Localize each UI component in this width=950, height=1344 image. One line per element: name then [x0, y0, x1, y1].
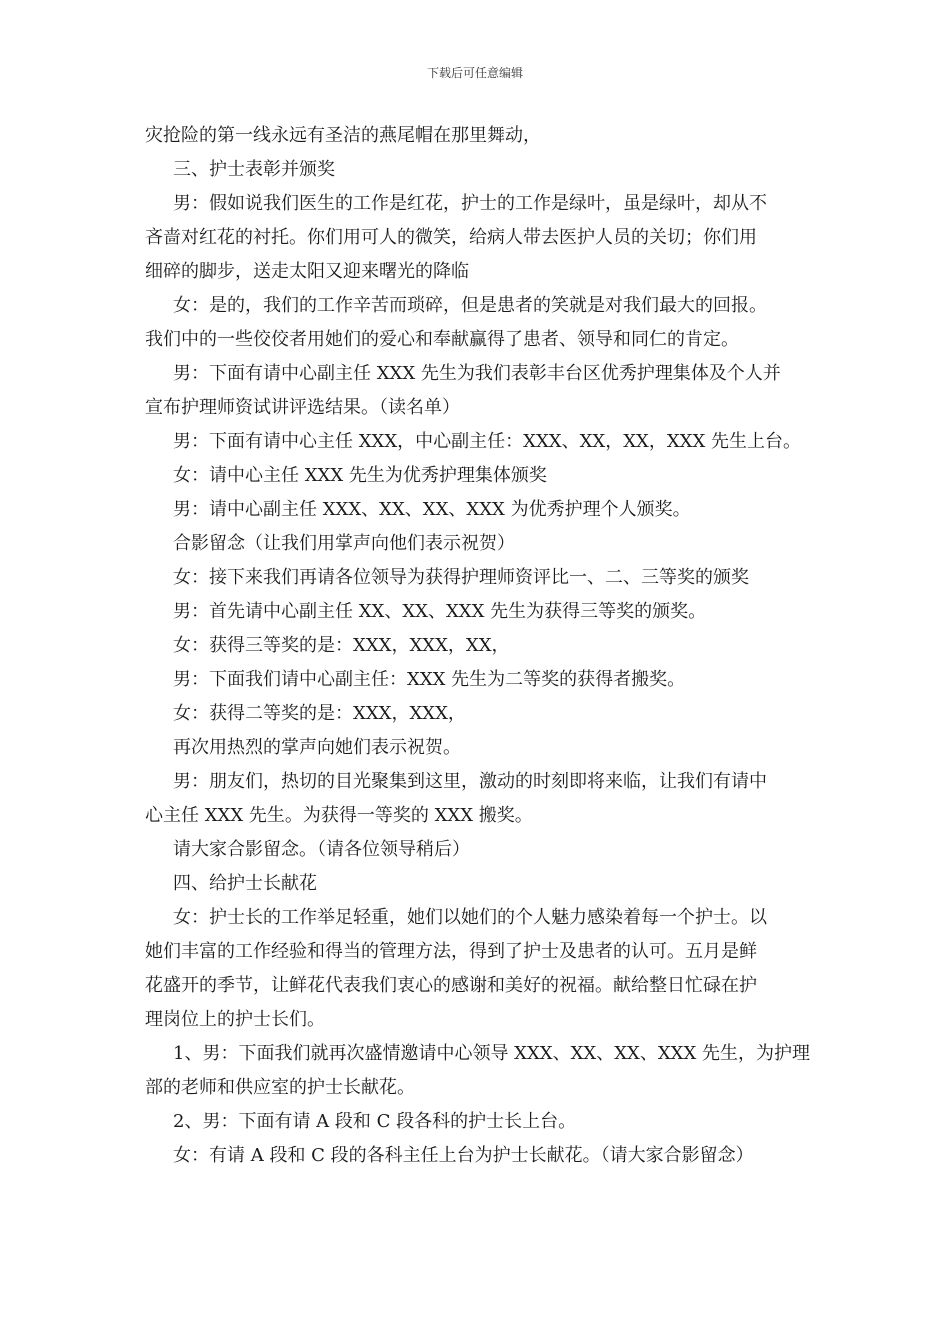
- text-line: 心主任 XXX 先生。为获得一等奖的 XXX 搬奖。: [145, 805, 533, 826]
- text-line: 男：朋友们，热切的目光聚集到这里，激动的时刻即将来临，让我们有请中: [173, 771, 767, 792]
- text-line: 灾抢险的第一线永远有圣洁的燕尾帽在那里舞动，: [145, 125, 541, 146]
- text-line: 吝啬对红花的衬托。你们用可人的微笑，给病人带去医护人员的关切；你们用: [145, 227, 757, 248]
- text-line: 女：请中心主任 XXX 先生为优秀护理集体颁奖: [173, 465, 547, 486]
- text-line: 男：下面我们请中心副主任：XXX 先生为二等奖的获得者搬奖。: [173, 669, 686, 690]
- text-line: 她们丰富的工作经验和得当的管理方法，得到了护士及患者的认可。五月是鲜: [145, 941, 757, 962]
- text-line: 合影留念（让我们用掌声向他们表示祝贺）: [173, 533, 515, 554]
- text-line: 女：获得三等奖的是：XXX，XXX，XX，: [173, 635, 510, 656]
- text-line: 女：有请 A 段和 C 段的各科主任上台为护士长献花。（请大家合影留念）: [173, 1145, 754, 1166]
- text-line: 2、男：下面有请 A 段和 C 段各科的护士长上台。: [173, 1111, 577, 1132]
- page-header-note: 下载后可任意编辑: [426, 66, 523, 80]
- text-line: 男：下面有请中心主任 XXX，中心副主任：XXX、XX，XX，XXX 先生上台。: [173, 431, 802, 452]
- text-line: 四、给护士长献花: [173, 873, 317, 894]
- text-line: 男：请中心副主任 XXX、XX、XX、XXX 为优秀护理个人颁奖。: [173, 499, 691, 520]
- text-line: 女：获得二等奖的是：XXX，XXX，: [173, 703, 466, 724]
- text-line: 男：首先请中心副主任 XX、XX、XXX 先生为获得三等奖的颁奖。: [173, 601, 707, 622]
- text-line: 花盛开的季节，让鲜花代表我们衷心的感谢和美好的祝福。献给整日忙碌在护: [145, 975, 757, 996]
- text-line: 我们中的一些佼佼者用她们的爱心和奉献赢得了患者、领导和同仁的肯定。: [145, 329, 739, 350]
- document-body: [145, 119, 810, 1173]
- text-line: 部的老师和供应室的护士长献花。: [145, 1077, 415, 1098]
- text-line: 理岗位上的护士长们。: [145, 1009, 325, 1030]
- text-line: 女：接下来我们再请各位领导为获得护理师资评比一、二、三等奖的颁奖: [173, 567, 749, 588]
- text-line: 三、护士表彰并颁奖: [173, 159, 335, 180]
- text-line: 男：假如说我们医生的工作是红花，护士的工作是绿叶，虽是绿叶，却从不: [173, 193, 767, 214]
- text-line: 1、男：下面我们就再次盛情邀请中心领导 XXX、XX、XX、XXX 先生，为护理: [173, 1043, 811, 1064]
- text-line: 请大家合影留念。（请各位领导稍后）: [173, 839, 470, 860]
- text-line: 再次用热烈的掌声向她们表示祝贺。: [173, 737, 461, 758]
- text-line: 女：护士长的工作举足轻重，她们以她们的个人魅力感染着每一个护士。以: [173, 907, 767, 928]
- text-line: 男：下面有请中心副主任 XXX 先生为我们表彰丰台区优秀护理集体及个人并: [173, 363, 781, 384]
- text-line: 女：是的，我们的工作辛苦而琐碎，但是患者的笑就是对我们最大的回报。: [173, 295, 767, 316]
- text-line: 细碎的脚步，送走太阳又迎来曙光的降临: [145, 261, 469, 282]
- text-line: 宣布护理师资试讲评选结果。（读名单）: [145, 397, 460, 418]
